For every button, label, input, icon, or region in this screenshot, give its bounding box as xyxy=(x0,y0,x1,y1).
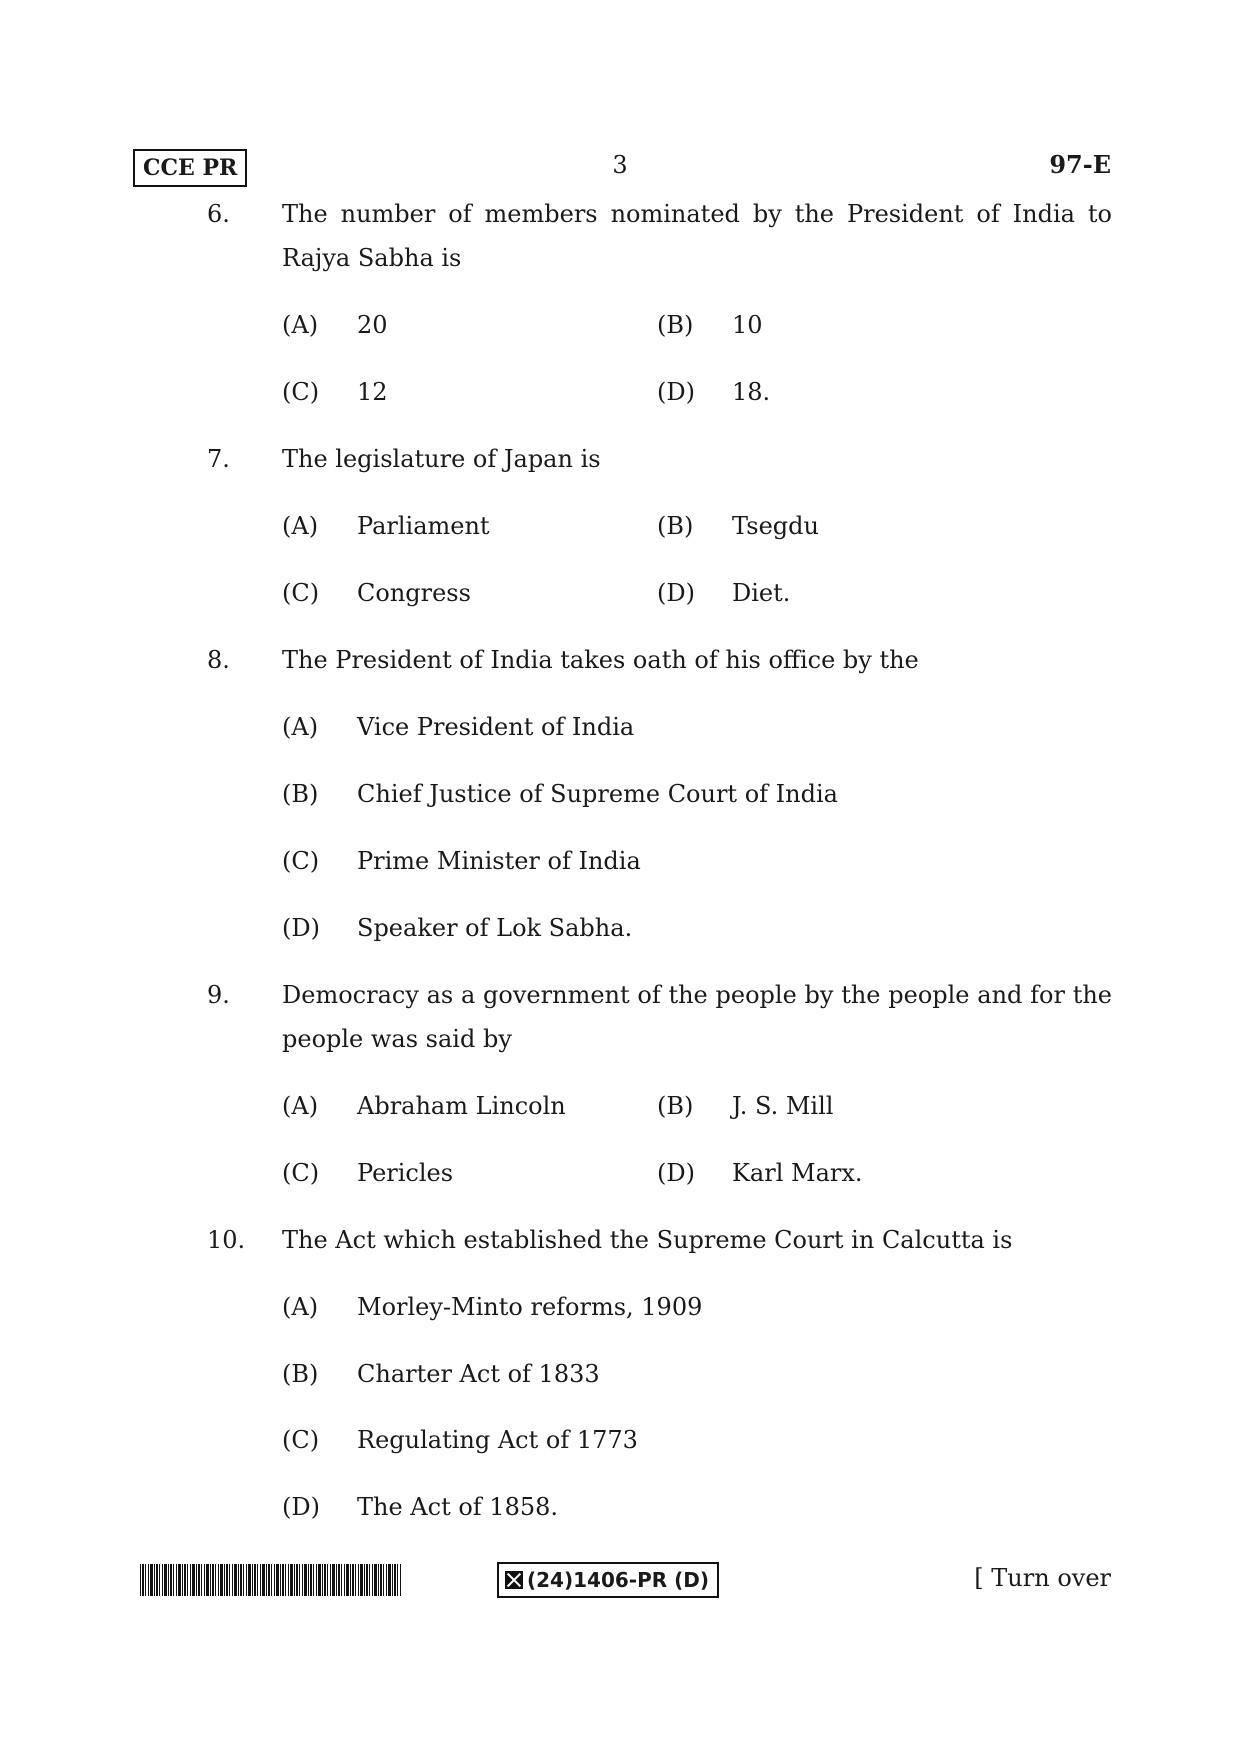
option-label: (B) xyxy=(282,1360,319,1388)
option-text: The Act of 1858. xyxy=(357,1493,559,1521)
barcode xyxy=(140,1564,402,1596)
option-text: 10 xyxy=(732,311,763,339)
question-text: The President of India takes oath of his office by the xyxy=(282,646,919,674)
question-text: The Act which established the Supreme Court in Calcutta is xyxy=(282,1226,1013,1254)
option-text: Congress xyxy=(357,579,471,607)
option-text: Morley-Minto reforms, 1909 xyxy=(357,1293,703,1321)
option-label: (D) xyxy=(657,1159,695,1187)
option-label: (B) xyxy=(657,311,694,339)
option-label: (C) xyxy=(282,847,320,875)
option-label: (B) xyxy=(657,1092,694,1120)
option-label: (B) xyxy=(657,512,694,540)
option-label: (A) xyxy=(282,713,319,741)
option-label: (D) xyxy=(282,914,320,942)
option-label: (C) xyxy=(282,1159,320,1187)
question-number: 7. xyxy=(207,445,230,473)
option-text: 20 xyxy=(357,311,388,339)
option-text: Pericles xyxy=(357,1159,454,1187)
question-text: The legislature of Japan is xyxy=(282,445,601,473)
option-text: Parliament xyxy=(357,512,490,540)
option-text: 12 xyxy=(357,378,388,406)
question-text: Democracy as a government of the people by the people and for the people was said by xyxy=(282,981,1112,1053)
flag-icon xyxy=(505,1571,523,1589)
question-number: 6. xyxy=(207,200,230,228)
question-text: The number of members nominated by the President of India to Rajya Sabha is xyxy=(282,200,1112,272)
page-number: 3 xyxy=(612,151,628,179)
option-label: (C) xyxy=(282,1426,320,1454)
turn-over-text: [ Turn over xyxy=(974,1564,1111,1592)
option-text: Speaker of Lok Sabha. xyxy=(357,914,633,942)
option-label: (D) xyxy=(657,378,695,406)
option-text: Tsegdu xyxy=(732,512,819,540)
option-text: Abraham Lincoln xyxy=(357,1092,566,1120)
footer-paper-code xyxy=(497,1562,719,1598)
option-label: (A) xyxy=(282,512,319,540)
option-label: (D) xyxy=(657,579,695,607)
option-label: (A) xyxy=(282,1293,319,1321)
question-number: 9. xyxy=(207,981,230,1009)
option-text: Chief Justice of Supreme Court of India xyxy=(357,780,838,808)
option-text: Vice President of India xyxy=(357,713,635,741)
option-text: Prime Minister of India xyxy=(357,847,641,875)
option-text: Diet. xyxy=(732,579,791,607)
question-number: 8. xyxy=(207,646,230,674)
paper-code: 97-E xyxy=(1049,150,1111,179)
option-label: (A) xyxy=(282,1092,319,1120)
option-label: (A) xyxy=(282,311,319,339)
option-label: (D) xyxy=(282,1493,320,1521)
option-text: Charter Act of 1833 xyxy=(357,1360,600,1388)
option-text: Regulating Act of 1773 xyxy=(357,1426,638,1454)
option-label: (C) xyxy=(282,378,320,406)
option-text: Karl Marx. xyxy=(732,1159,863,1187)
header-subject-code: CCE PR xyxy=(133,149,247,187)
option-text: J. S. Mill xyxy=(732,1092,834,1120)
option-label: (C) xyxy=(282,579,320,607)
option-label: (B) xyxy=(282,780,319,808)
question-number: 10. xyxy=(207,1226,246,1254)
footer-code-text: (24)1406-PR (D) xyxy=(527,1568,709,1592)
option-text: 18. xyxy=(732,378,771,406)
